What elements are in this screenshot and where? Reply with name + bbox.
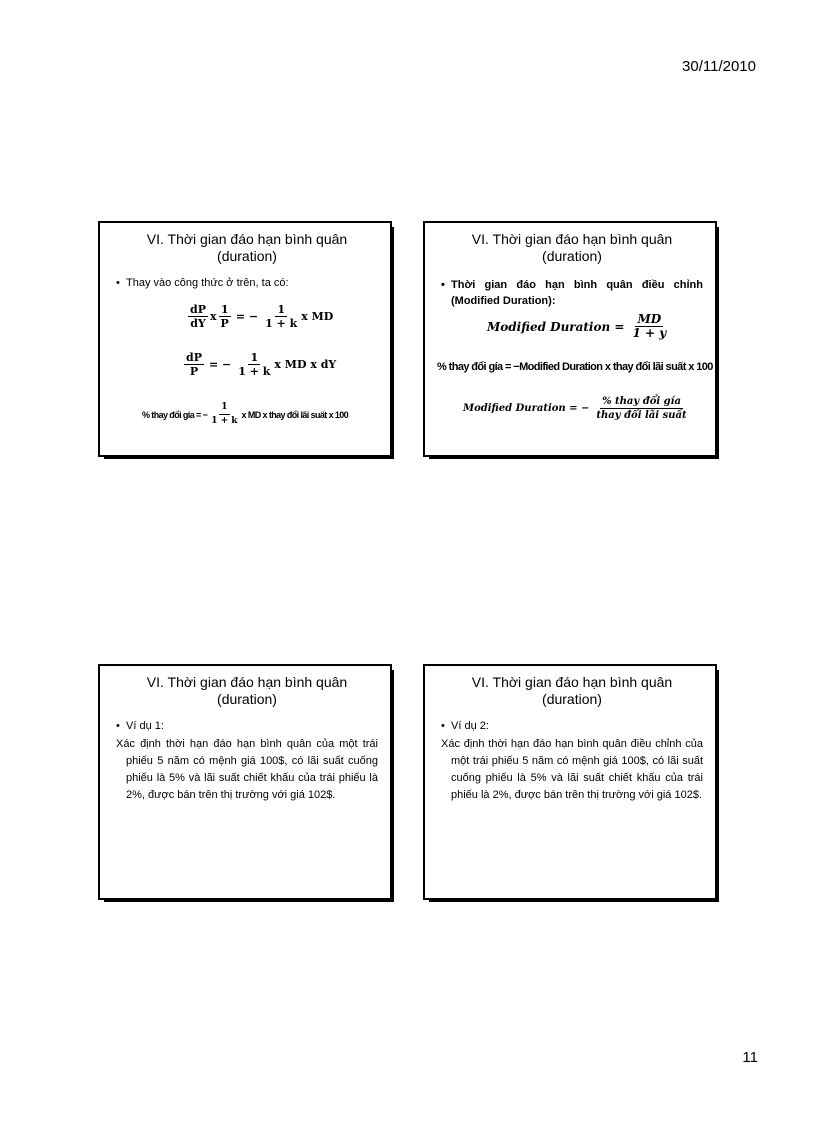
slide-title-line1: VI. Thời gian đáo hạn bình quân bbox=[471, 231, 673, 247]
slide-title-line2: (duration) bbox=[217, 691, 277, 707]
slide-title bbox=[435, 231, 709, 265]
example-paragraph: Xác định thời hạn đáo hạn bình quân điều chỉnh của một trái phiếu 5 năm có mệnh giá 100$, có lãi suất cuống phiếu là 5% và lãi suất chiết khấu của trái phiếu là 2%, được bán trên thị trường với giá 102$. bbox=[441, 738, 703, 801]
slide-title-line2: (duration) bbox=[542, 248, 602, 264]
formula-percent-change: % thay đổi gía = − $\frac{1}{1 + k}$ x MD x thay đổi lãi suất x 100 bbox=[142, 402, 349, 426]
slide-4 bbox=[423, 664, 717, 900]
slide-title-line1: VI. Thời gian đáo hạn bình quân bbox=[146, 674, 348, 690]
slide-title bbox=[110, 231, 384, 265]
slide-3 bbox=[98, 664, 392, 900]
formula-modified-duration-ratio: Modified Duration = − $\frac{\text{\% thay đổi gía}}{\text{thay đổi lãi suất}}$ bbox=[463, 396, 687, 421]
formula-percent-price-change: % thay đổi gía = −Modified Duration x thay đổi lãi suất x 100 bbox=[437, 361, 713, 373]
slide-2 bbox=[423, 221, 717, 457]
bullet-text: • Ví dụ 2: bbox=[441, 720, 703, 732]
bullet-text: • Ví dụ 1: bbox=[116, 720, 378, 732]
header-date: 30/11/2010 bbox=[682, 58, 756, 75]
page-number: 11 bbox=[742, 1049, 758, 1066]
slide-title-line1: VI. Thời gian đáo hạn bình quân bbox=[146, 231, 348, 247]
formula-price-change: $\frac{dP}{P}$ = − $\frac{1}{1 + k}$ x MD x dY bbox=[186, 351, 337, 378]
bullet-text: • Thay vào công thức ở trên, ta có: bbox=[116, 277, 378, 289]
slide-title-line2: (duration) bbox=[542, 691, 602, 707]
slide-1 bbox=[98, 221, 392, 457]
example-paragraph: Xác định thời hạn đáo hạn bình quân của một trái phiếu 5 năm có mệnh giá 100$, có lãi suất cuống phiếu là 5% và lãi suất chiết khấu của trái phiếu là 2%, được bán trên thị trường với giá 102$. bbox=[116, 738, 378, 801]
slide-title-line2: (duration) bbox=[217, 248, 277, 264]
formula-derivative-md: $\frac{dP}{dY}$ x $\frac{1}{P}$ = − $\frac{1}{1 + k}$ x MD bbox=[190, 303, 334, 330]
slide-title bbox=[110, 674, 384, 708]
bullet-text: • Thời gian đáo hạn bình quân điều chỉnh (Modified Duration): bbox=[441, 277, 703, 309]
slide-title bbox=[435, 674, 709, 708]
slide-title-line1: VI. Thời gian đáo hạn bình quân bbox=[471, 674, 673, 690]
formula-modified-duration: Modified Duration = $\frac{MD}{1 + y}$ bbox=[487, 312, 667, 340]
